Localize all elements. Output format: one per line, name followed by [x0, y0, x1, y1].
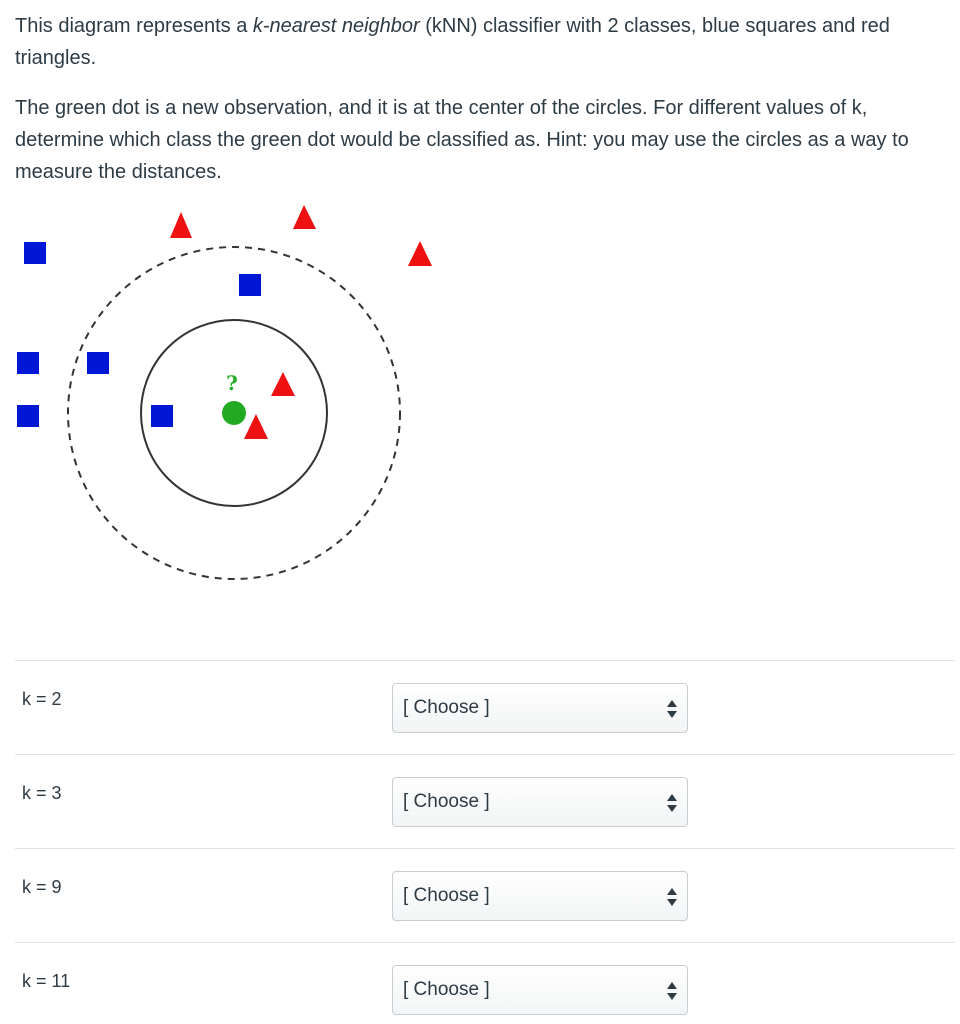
- knn-diagram: [0, 200, 460, 600]
- answer-row: [15, 660, 955, 754]
- blue-square: [151, 405, 173, 427]
- question-paragraph-1: [15, 10, 950, 74]
- blue-square: [239, 274, 261, 296]
- blue-square: [87, 352, 109, 374]
- question-paragraph-2: The green dot is a new observation, and it is at the center of the circles. For different values of k, determine which class the green dot would be classified as. Hint: you may use the circles as a way to measure the distances.: [15, 97, 909, 183]
- answer-row: [15, 942, 955, 1023]
- red-triangle: [408, 241, 432, 266]
- updown-arrows-icon: [667, 982, 677, 1000]
- red-triangle: [271, 372, 295, 396]
- updown-arrows-icon: [667, 888, 677, 906]
- blue-square: [24, 242, 46, 264]
- red-triangle: [293, 205, 316, 229]
- red-triangle: [170, 212, 192, 238]
- question-mark: ?: [226, 371, 238, 395]
- red-triangle: [244, 414, 268, 439]
- answer-row: [15, 848, 955, 942]
- blue-square: [17, 352, 39, 374]
- class-select-dropdown[interactable]: [392, 965, 688, 1015]
- question-text-part: (kNN) classifier with 2 classes, blue squares and red triangles.: [15, 15, 890, 69]
- question-text-part: This diagram represents a: [15, 15, 253, 37]
- select-value: [ Choose ]: [403, 979, 490, 1000]
- k-label: k = 3: [22, 783, 62, 803]
- k-label: k = 11: [22, 971, 71, 991]
- class-select-dropdown[interactable]: [392, 683, 688, 733]
- question-text: [15, 10, 950, 206]
- class-select-dropdown[interactable]: [392, 777, 688, 827]
- k-label: k = 2: [22, 689, 62, 709]
- select-value: [ Choose ]: [403, 697, 490, 718]
- class-select-dropdown[interactable]: [392, 871, 688, 921]
- blue-square: [17, 405, 39, 427]
- updown-arrows-icon: [667, 794, 677, 812]
- answer-rows: [15, 660, 955, 1023]
- k-label: k = 9: [22, 877, 62, 897]
- question-italic-term: k-nearest neighbor: [252, 15, 420, 37]
- answer-row: [15, 754, 955, 848]
- green-dot: [222, 401, 246, 425]
- updown-arrows-icon: [667, 700, 677, 718]
- select-value: [ Choose ]: [403, 885, 490, 906]
- select-value: [ Choose ]: [403, 791, 490, 812]
